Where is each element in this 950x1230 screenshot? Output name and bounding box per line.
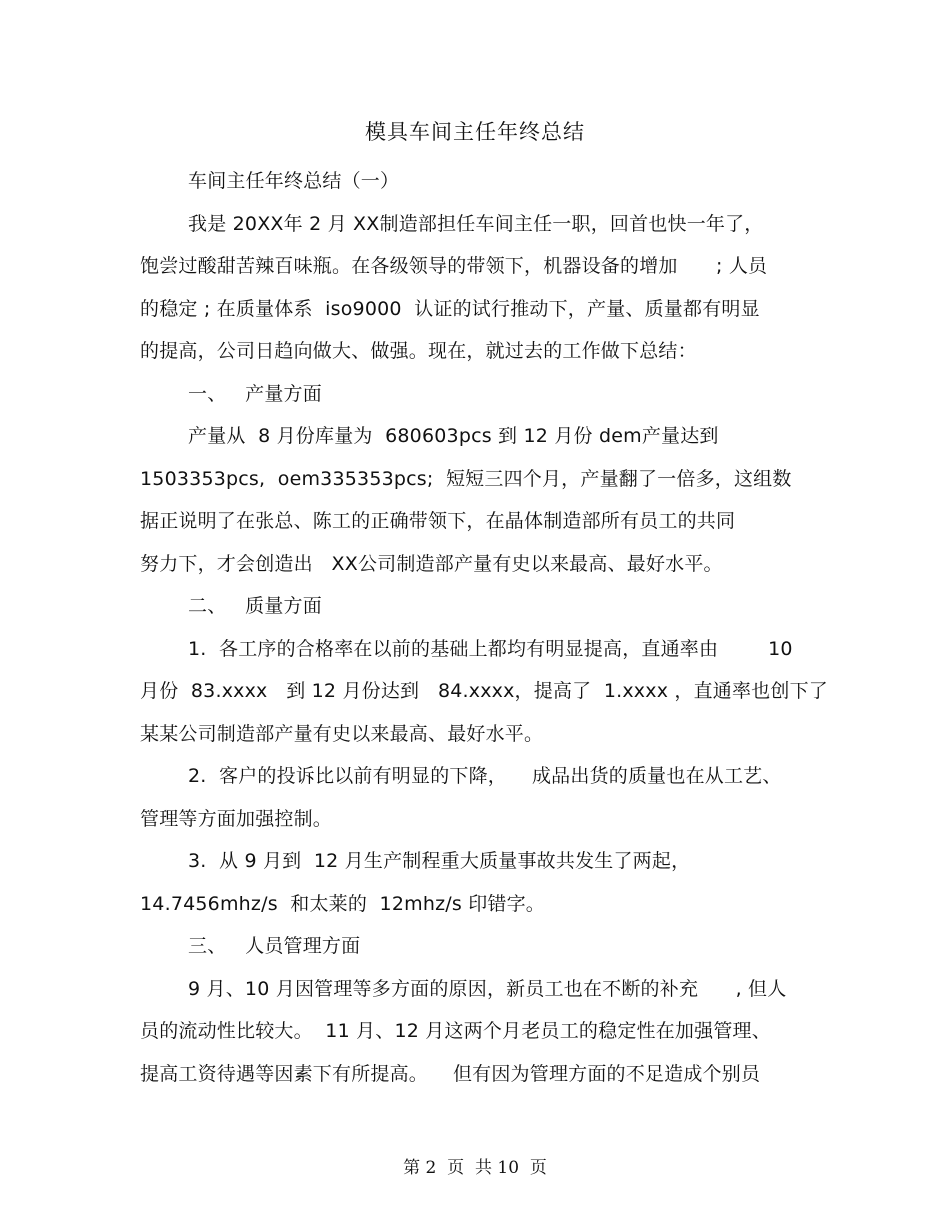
paragraph-line: 3. 从 9 月到 12 月生产制程重大质量事故共发生了两起， <box>188 850 691 872</box>
paragraph-line: 饱尝过酸甜苦辣百味瓶。在各级领导的带领下，机器设备的增加 ; 人员 <box>140 255 768 277</box>
paragraph-line: 1. 各工序的合格率在以前的基础上都均有明显提高，直通率由 10 <box>188 637 793 660</box>
paragraph-line: 车间主任年终总结（一） <box>188 170 400 192</box>
section-heading: 三、 人员管理方面 <box>188 935 361 957</box>
paragraph-line: 9 月、10 月因管理等多方面的原因，新员工也在不断的补充 , 但人 <box>188 977 787 1000</box>
document-title: 模具车间主任年终总结 <box>365 120 585 144</box>
paragraph-line: 提高工资待遇等因素下有所提高。 但有因为管理方面的不足造成个别员 <box>140 1062 761 1085</box>
section-heading: 二、 质量方面 <box>188 595 322 617</box>
paragraph-line: 员的流动性比较大。 11 月、12 月这两个月老员工的稳定性在加强管理、 <box>140 1020 771 1042</box>
page-footer: 第 2 页 共 10 页 <box>403 1158 547 1178</box>
paragraph-line: 某某公司制造部产量有史以来最高、最好水平。 <box>140 722 544 745</box>
paragraph-line: 2. 客户的投诉比以前有明显的下降， 成品出货的质量也在从工艺、 <box>188 765 782 787</box>
paragraph-line: 的稳定 ; 在质量体系 iso9000 认证的试行推动下，产量、质量都有明显 <box>140 297 760 320</box>
paragraph-line: 产量从 8 月份库量为 680603pcs 到 12 月份 dem产量达到 <box>188 425 719 447</box>
paragraph-line: 1503353pcs, oem335353pcs; 短短三四个月，产量翻了一倍多，这组数 <box>140 467 792 490</box>
document-body <box>140 160 828 1095</box>
paragraph-line: 我是 20XX年 2 月 XX制造部担任车间主任一职，回首也快一年了， <box>188 212 764 235</box>
paragraph-line: 14.7456mhz/s 和太莱的 12mhz/s 印错字。 <box>140 892 545 915</box>
paragraph-line: 月份 83.xxxx 到 12 月份达到 84.xxxx，提高了 1.xxxx ，直通率也创下了 <box>140 680 828 702</box>
paragraph-line: 据正说明了在张总、陈工的正确带领下，在晶体制造部所有员工的共同 <box>140 510 736 532</box>
paragraph-line: 努力下，才会创造出 XX公司制造部产量有史以来最高、最好水平。 <box>140 552 723 575</box>
section-heading: 一、 产量方面 <box>188 382 322 405</box>
paragraph-line: 管理等方面加强控制。 <box>140 807 333 830</box>
paragraph-line: 的提高，公司日趋向做大、做强。现在，就过去的工作做下总结： <box>140 340 697 362</box>
